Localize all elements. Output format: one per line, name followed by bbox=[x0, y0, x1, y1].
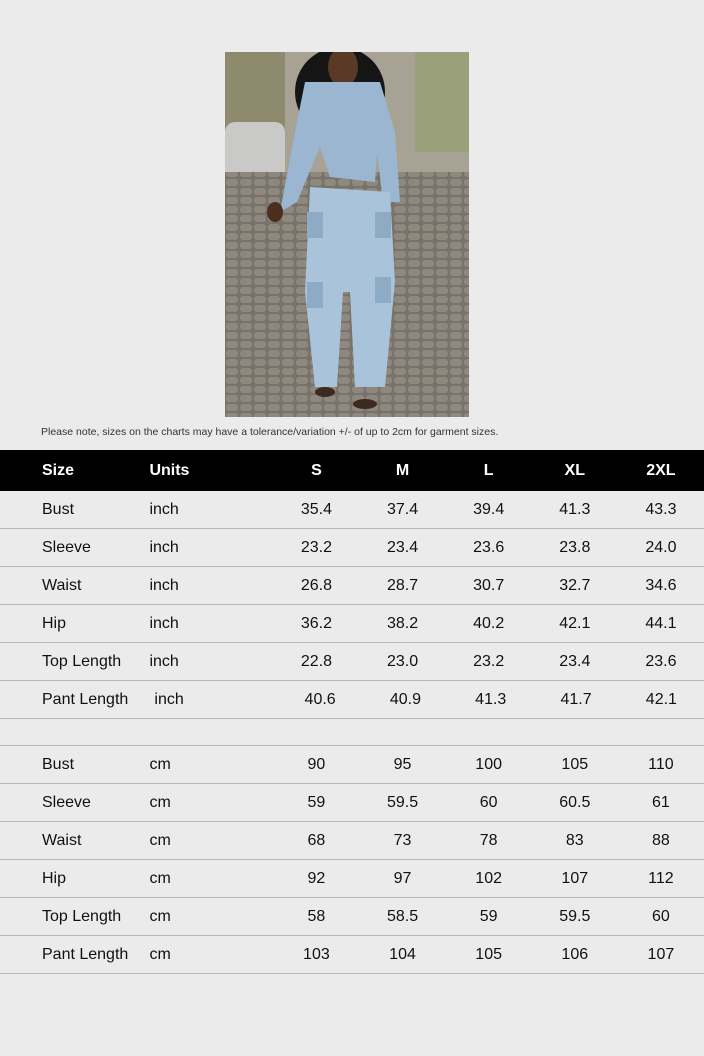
measurement-name: Waist bbox=[42, 576, 82, 594]
table-row bbox=[0, 822, 704, 860]
measurement-unit: inch bbox=[149, 576, 179, 594]
size-value: 88 bbox=[652, 831, 670, 849]
table-spacer bbox=[0, 719, 704, 746]
size-value: 41.3 bbox=[559, 500, 591, 518]
header-s: S bbox=[311, 461, 322, 479]
size-value: 83 bbox=[565, 831, 584, 849]
size-value: 23.8 bbox=[559, 538, 591, 556]
measurement-name: Bust bbox=[42, 500, 75, 518]
size-value: 58 bbox=[307, 907, 326, 925]
size-value: 58.5 bbox=[386, 907, 419, 925]
table-row bbox=[0, 860, 704, 898]
header-xl: XL bbox=[564, 461, 585, 479]
size-value: 40.2 bbox=[473, 614, 505, 632]
measurement-name: Sleeve bbox=[42, 538, 91, 556]
size-value: 41.3 bbox=[475, 690, 507, 708]
table-row bbox=[0, 529, 704, 567]
size-value: 23.6 bbox=[645, 652, 677, 670]
size-value: 23.2 bbox=[473, 652, 505, 670]
measurement-unit: cm bbox=[149, 831, 171, 849]
size-value: 73 bbox=[393, 831, 412, 849]
size-value: 42.1 bbox=[645, 690, 677, 708]
table-row bbox=[0, 643, 704, 681]
cm-rows bbox=[0, 746, 704, 974]
size-value: 90 bbox=[307, 755, 326, 773]
size-value: 28.7 bbox=[386, 576, 419, 594]
measurement-unit: inch bbox=[149, 538, 179, 556]
size-value: 22.8 bbox=[300, 652, 332, 670]
measurement-unit: cm bbox=[149, 945, 171, 963]
measurement-name: Sleeve bbox=[42, 793, 91, 811]
measurement-unit: inch bbox=[149, 500, 179, 518]
header-m: M bbox=[395, 461, 410, 479]
table-row bbox=[0, 681, 704, 719]
size-value: 34.6 bbox=[645, 576, 677, 594]
size-value: 42.1 bbox=[559, 614, 591, 632]
table-header bbox=[0, 450, 704, 491]
size-value: 36.2 bbox=[300, 614, 332, 632]
size-value: 105 bbox=[561, 755, 589, 773]
size-value: 112 bbox=[648, 869, 674, 887]
measurement-unit: inch bbox=[154, 690, 184, 708]
size-value: 60 bbox=[652, 907, 670, 925]
measurement-name: Waist bbox=[42, 831, 82, 849]
header-l: L bbox=[483, 461, 494, 479]
measurement-name: Bust bbox=[42, 755, 75, 773]
table-row bbox=[0, 567, 704, 605]
table-row bbox=[0, 491, 704, 529]
size-value: 60 bbox=[479, 793, 498, 811]
size-value: 30.7 bbox=[473, 576, 505, 594]
size-chart-table bbox=[0, 450, 704, 974]
size-value: 59.5 bbox=[559, 907, 591, 925]
size-value: 40.6 bbox=[304, 690, 336, 708]
size-value: 39.4 bbox=[473, 500, 505, 518]
size-value: 23.2 bbox=[300, 538, 332, 556]
size-value: 104 bbox=[389, 945, 416, 963]
size-value: 100 bbox=[475, 755, 502, 773]
size-value: 38.2 bbox=[386, 614, 419, 632]
measurement-unit: cm bbox=[149, 869, 171, 887]
measurement-unit: cm bbox=[149, 793, 171, 811]
size-value: 23.4 bbox=[386, 538, 419, 556]
size-value: 23.6 bbox=[473, 538, 505, 556]
header-units: Units bbox=[149, 461, 190, 479]
size-value: 78 bbox=[479, 831, 498, 849]
size-value: 40.9 bbox=[389, 690, 421, 708]
size-value: 35.4 bbox=[300, 500, 332, 518]
size-value: 23.0 bbox=[386, 652, 419, 670]
size-value: 32.7 bbox=[559, 576, 591, 594]
product-photo bbox=[225, 52, 469, 417]
size-value: 107 bbox=[561, 869, 589, 887]
size-value: 26.8 bbox=[300, 576, 332, 594]
size-value: 103 bbox=[303, 945, 330, 963]
measurement-name: Hip bbox=[42, 869, 67, 887]
measurement-name: Hip bbox=[42, 614, 67, 632]
measurement-name: Top Length bbox=[42, 907, 122, 925]
size-value: 37.4 bbox=[386, 500, 419, 518]
measurement-name: Pant Length bbox=[42, 690, 129, 708]
measurement-unit: inch bbox=[149, 652, 179, 670]
size-value: 59.5 bbox=[386, 793, 419, 811]
table-row bbox=[0, 936, 704, 974]
size-value: 59 bbox=[479, 907, 498, 925]
size-value: 61 bbox=[652, 793, 670, 811]
header-2xl: 2XL bbox=[646, 461, 676, 479]
size-value: 41.7 bbox=[560, 690, 592, 708]
size-value: 110 bbox=[648, 755, 674, 773]
measurement-name: Pant Length bbox=[42, 945, 129, 963]
size-value: 44.1 bbox=[645, 614, 677, 632]
size-value: 105 bbox=[475, 945, 502, 963]
table-row bbox=[0, 784, 704, 822]
header-size: Size bbox=[42, 461, 75, 479]
size-value: 106 bbox=[561, 945, 589, 963]
size-value: 102 bbox=[475, 869, 502, 887]
measurement-name: Top Length bbox=[42, 652, 122, 670]
inch-rows bbox=[0, 491, 704, 719]
size-value: 59 bbox=[307, 793, 326, 811]
size-value: 23.4 bbox=[559, 652, 591, 670]
measurement-unit: cm bbox=[149, 755, 171, 773]
size-value: 68 bbox=[307, 831, 326, 849]
size-value: 95 bbox=[393, 755, 412, 773]
size-value: 107 bbox=[647, 945, 675, 963]
size-value: 97 bbox=[393, 869, 412, 887]
table-row bbox=[0, 746, 704, 784]
size-value: 60.5 bbox=[559, 793, 591, 811]
size-value: 43.3 bbox=[645, 500, 677, 518]
measurement-unit: inch bbox=[149, 614, 179, 632]
measurement-unit: cm bbox=[149, 907, 171, 925]
table-row bbox=[0, 898, 704, 936]
size-note: Please note, sizes on the charts may have a tolerance/variation +/- of up to 2cm for garment sizes. bbox=[41, 426, 499, 438]
size-value: 92 bbox=[307, 869, 326, 887]
size-value: 24.0 bbox=[645, 538, 677, 556]
table-row bbox=[0, 605, 704, 643]
